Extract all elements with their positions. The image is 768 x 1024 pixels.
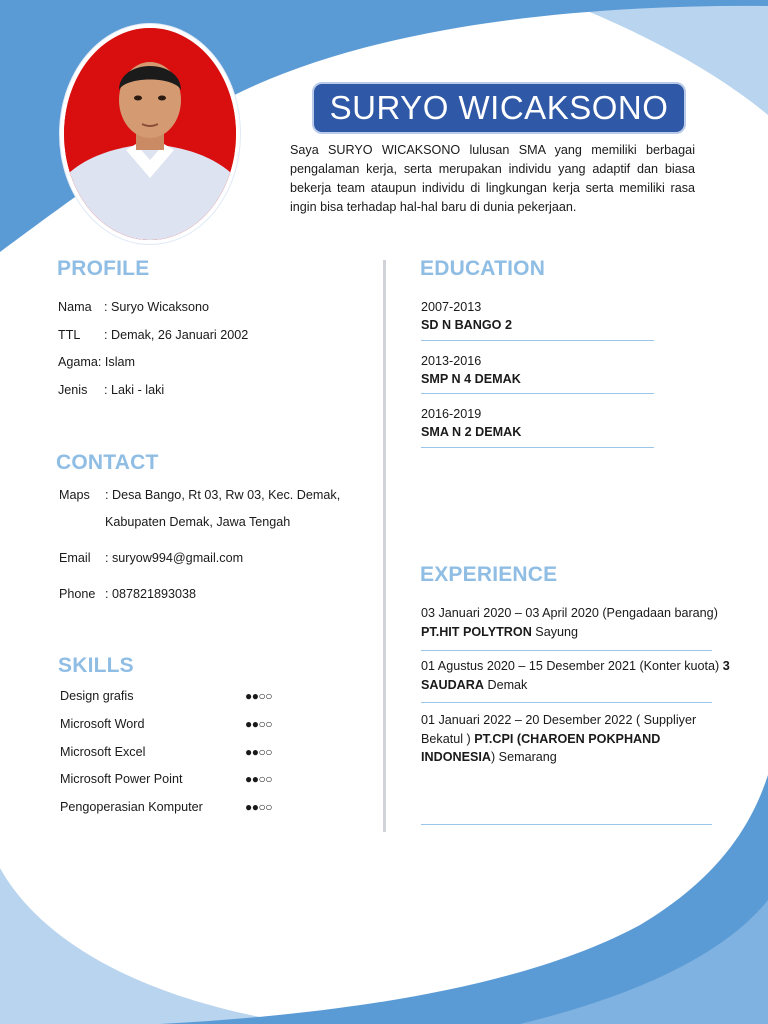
column-divider [383,260,386,832]
profile-key: Agama [58,355,98,369]
profile-row-jenis [58,383,164,397]
education-separator [421,393,654,394]
skills-title: SKILLS [58,654,134,677]
skills-section [60,689,360,824]
experience-text: 01 Agustus 2020 – 15 Desember 2021 (Konter kuota) [421,659,723,673]
summary-text: Saya SURYO WICAKSONO lulusan SMA yang memiliki berbagai pengalaman kerja, serta merupakan individu yang adaptif dan biasa bekerja team ataupun individu di lingkungan kerja serta memiliki rasa ingin bisa terhadap hal-hal baru di dunia pekerjaan. [290,143,695,214]
experience-company: 3 SAUDARA [421,659,730,692]
experience-item [421,657,731,694]
education-separator [421,447,654,448]
contact-row-maps [59,488,340,502]
experience-company: PT.HIT POLYTRON [421,624,532,639]
contact-address-line1: : Desa Bango, Rt 03, Rw 03, Kec. Demak, [105,488,341,502]
profile-value: : Demak, 26 Januari 2002 [104,328,249,342]
experience-company: PT.CPI (CHAROEN POKPHAND INDONESIA [421,731,661,764]
contact-key: Phone [59,587,96,601]
education-separator [421,340,654,341]
skill-name: Microsoft Word [60,717,145,731]
contact-key: Email [59,551,91,565]
profile-row-nama [58,300,209,314]
education-years: 2007-2013 [421,300,482,314]
profile-photo [60,24,240,244]
full-name: SURYO WICAKSONO [329,89,669,126]
education-school: SMA N 2 DEMAK [421,425,522,439]
profile-key: TTL [58,328,81,342]
experience-section [421,604,730,829]
education-title: EDUCATION [420,257,546,280]
profile-title: PROFILE [57,257,150,280]
education-section [421,300,661,455]
experience-separator [421,702,712,703]
bottom-wave-light [0,868,300,1024]
experience-text: 03 Januari 2020 – 03 April 2020 (Pengadaan barang) [421,606,718,620]
profile-row-ttl [58,328,248,342]
experience-title: EXPERIENCE [420,563,558,586]
experience-text: 01 Januari 2022 – 20 Desember 2022 ( Suppliyer Bekatul ) [421,713,697,746]
contact-phone: : 087821893038 [105,587,197,601]
profile-row-agama [58,355,135,369]
skill-name: Pengoperasian Komputer [60,800,203,814]
contact-key: Maps [59,488,90,502]
education-years: 2013-2016 [421,354,482,368]
skill-level: ●●○○ [245,800,272,814]
experience-separator [421,650,712,651]
skill-level: ●●○○ [245,772,272,786]
profile-value: : Islam [97,355,135,369]
profile-value: : Laki - laki [104,383,165,397]
profile-key: Nama [58,300,92,314]
skill-name: Microsoft Power Point [60,772,183,786]
contact-email[interactable]: : suryow994@gmail.com [105,551,244,565]
skill-level: ●●○○ [245,689,272,703]
experience-location: Sayung [531,624,579,639]
education-school: SMP N 4 DEMAK [421,372,521,386]
contact-row-phone [59,587,196,601]
skill-name: Microsoft Excel [60,745,146,759]
portrait-illustration [64,28,236,240]
education-school: SD N BANGO 2 [421,318,512,332]
experience-location: ) Semarang [490,750,557,764]
profile-value: : Suryo Wicaksono [104,300,209,314]
skill-level: ●●○○ [245,745,272,759]
experience-item [421,604,731,641]
experience-item [421,711,731,767]
profile-section [58,300,378,410]
name-badge [312,82,686,134]
education-years: 2016-2019 [421,407,482,421]
contact-row-email [59,551,243,565]
contact-section [59,488,379,608]
skill-name: Design grafis [60,689,134,703]
contact-title: CONTACT [56,451,159,474]
experience-separator [421,824,712,825]
skill-level: ●●○○ [245,717,272,731]
profile-key: Jenis [58,383,88,397]
contact-address-line2: Kabupaten Demak, Jawa Tengah [105,515,291,529]
experience-location: Demak [483,677,528,692]
